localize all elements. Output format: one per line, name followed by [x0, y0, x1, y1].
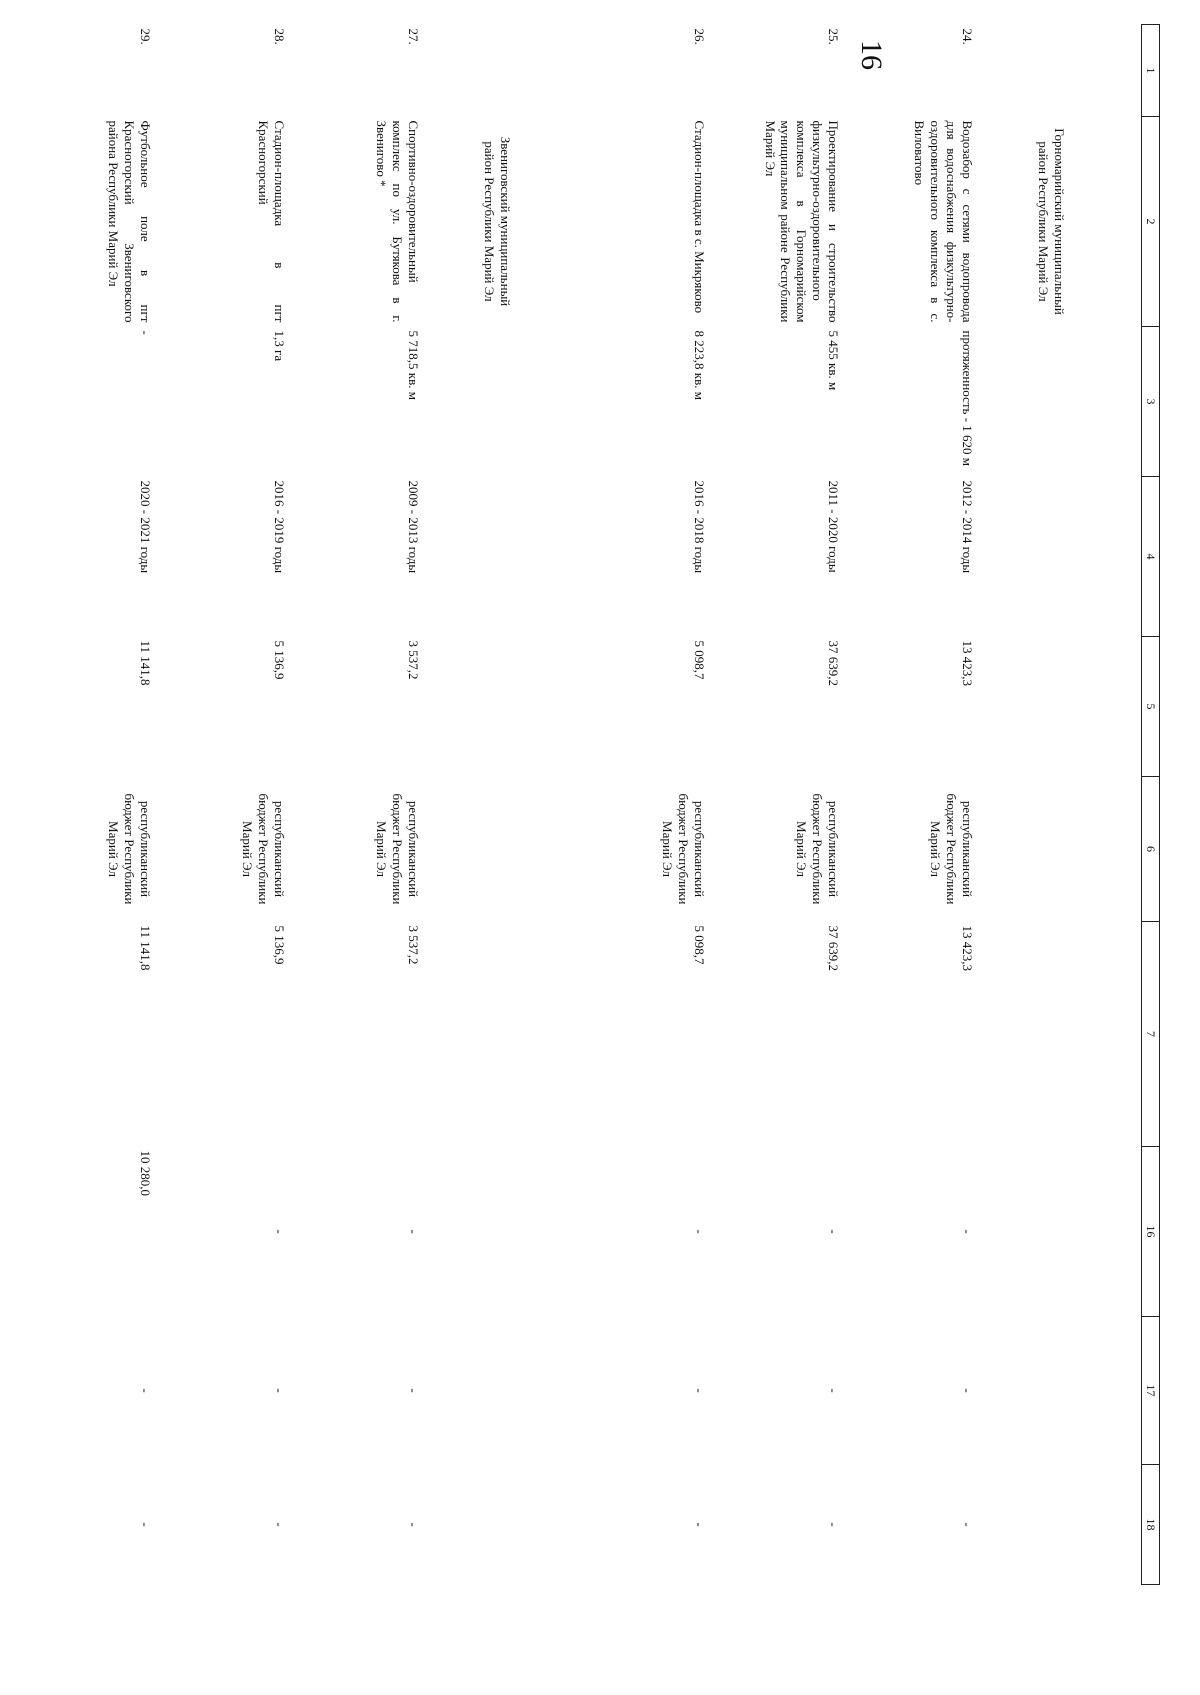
funding-source: республиканский бюджет Республики Марий Эл	[660, 793, 707, 905]
capacity: 5 718,5 кв. м	[406, 330, 421, 400]
investment-table	[33, 24, 1160, 1585]
amount-col-17: -	[960, 1388, 975, 1393]
period: 2012 - 2014 годы	[960, 480, 975, 574]
row-number: 25.	[826, 28, 841, 45]
amount-col-18: -	[826, 1522, 841, 1527]
page-number: 16	[855, 40, 888, 70]
estimated-cost: 3 537,2	[406, 640, 421, 680]
amount-col-18: -	[692, 1522, 707, 1527]
object-name: Спортивно-оздоровительный комплекс по ул. Бутякова в г. Звенигово *	[374, 120, 421, 323]
object-name: Стадион-площадка в с. Микряково	[692, 120, 707, 314]
estimated-cost: 37 639,2	[826, 640, 841, 686]
column-header: 16	[1142, 1147, 1160, 1317]
amount-col-16: 10 280,0	[138, 1150, 153, 1196]
column-header: 2	[1142, 117, 1160, 327]
column-header: 7	[1142, 922, 1160, 1147]
amount-col-17: -	[406, 1388, 421, 1393]
period: 2016 - 2019 годы	[272, 480, 287, 574]
column-header: 17	[1142, 1317, 1160, 1465]
column-header: 5	[1142, 637, 1160, 777]
object-name: Проектирование и строительство физкультурно-оздоровительного комплекса в Горномарийском муниципальном районе Республики Марий Эл	[762, 120, 841, 323]
amount-col-7: 5 098,7	[692, 925, 707, 965]
table-row	[301, 25, 435, 1585]
funding-source: республиканский бюджет Республики Марий Эл	[374, 793, 421, 905]
column-number-row	[1142, 25, 1160, 1585]
capacity: 8 223,8 кв. м	[692, 330, 707, 400]
estimated-cost: 11 141,8	[138, 640, 153, 686]
amount-col-7: 13 423,3	[960, 925, 975, 971]
funding-source: республиканский бюджет Республики Марий Эл	[106, 793, 153, 905]
funding-source: республиканский бюджет Республики Марий Эл	[794, 793, 841, 905]
amount-col-16: -	[692, 1229, 707, 1234]
table-row	[721, 25, 855, 1585]
table-row	[167, 25, 301, 1585]
amount-col-7: 37 639,2	[826, 925, 841, 971]
table-row	[587, 25, 721, 1585]
district-name: Горномарийский муниципальный район Республики Марий Эл	[1036, 128, 1067, 315]
row-number: 26.	[692, 28, 707, 45]
district-name: Звениговский муниципальный район Республики Марий Эл	[482, 136, 513, 307]
amount-col-16: -	[826, 1229, 841, 1234]
district-row	[435, 25, 587, 1585]
amount-col-7: 3 537,2	[406, 925, 421, 965]
object-name: Водозабор с сетями водопровода для водоснабжения физкультурно-оздоровительного комплекса в с. Виловатово	[912, 120, 975, 323]
row-number: 27.	[406, 28, 421, 45]
amount-col-18: -	[960, 1522, 975, 1527]
period: 2016 - 2018 годы	[692, 480, 707, 574]
amount-col-7: 5 136,9	[272, 925, 287, 965]
amount-col-16: -	[960, 1229, 975, 1234]
amount-col-7: 11 141,8	[138, 925, 153, 971]
object-name: Стадион-площадка в пгт Красногорский	[256, 120, 287, 323]
amount-col-18: -	[272, 1522, 287, 1527]
funding-source: республиканский бюджет Республики Марий Эл	[928, 793, 975, 905]
capacity: 5 455 кв. м	[826, 330, 841, 391]
table-row	[855, 25, 989, 1585]
amount-col-18: -	[406, 1522, 421, 1527]
object-name: Футбольное поле в пгт Красногорский Звениговского района Республики Марий Эл	[106, 120, 153, 323]
amount-col-16: -	[406, 1229, 421, 1234]
capacity: -	[138, 330, 153, 335]
row-number: 28.	[272, 28, 287, 45]
column-header: 3	[1142, 327, 1160, 477]
column-header: 1	[1142, 25, 1160, 117]
funding-source: республиканский бюджет Республики Марий Эл	[240, 793, 287, 905]
column-header: 18	[1142, 1465, 1160, 1585]
estimated-cost: 5 136,9	[272, 640, 287, 680]
period: 2009 - 2013 годы	[406, 480, 421, 574]
row-number: 24.	[960, 28, 975, 45]
estimated-cost: 5 098,7	[692, 640, 707, 680]
row-number: 29.	[138, 28, 153, 45]
table-row	[33, 25, 167, 1585]
estimated-cost: 13 423,3	[960, 640, 975, 686]
capacity: протяженность - 1 620 м	[960, 330, 975, 467]
amount-col-17: -	[826, 1388, 841, 1393]
amount-col-16: -	[272, 1229, 287, 1234]
amount-col-17: -	[692, 1388, 707, 1393]
period: 2020 - 2021 годы	[138, 480, 153, 574]
amount-col-17: -	[138, 1388, 153, 1393]
column-header: 6	[1142, 777, 1160, 922]
capacity: 1,3 га	[272, 330, 287, 362]
district-row	[989, 25, 1142, 1585]
amount-col-18: -	[138, 1522, 153, 1527]
amount-col-17: -	[272, 1388, 287, 1393]
column-header: 4	[1142, 477, 1160, 637]
period: 2011 - 2020 годы	[826, 480, 841, 573]
rotated-table-container	[106, 24, 1160, 1584]
